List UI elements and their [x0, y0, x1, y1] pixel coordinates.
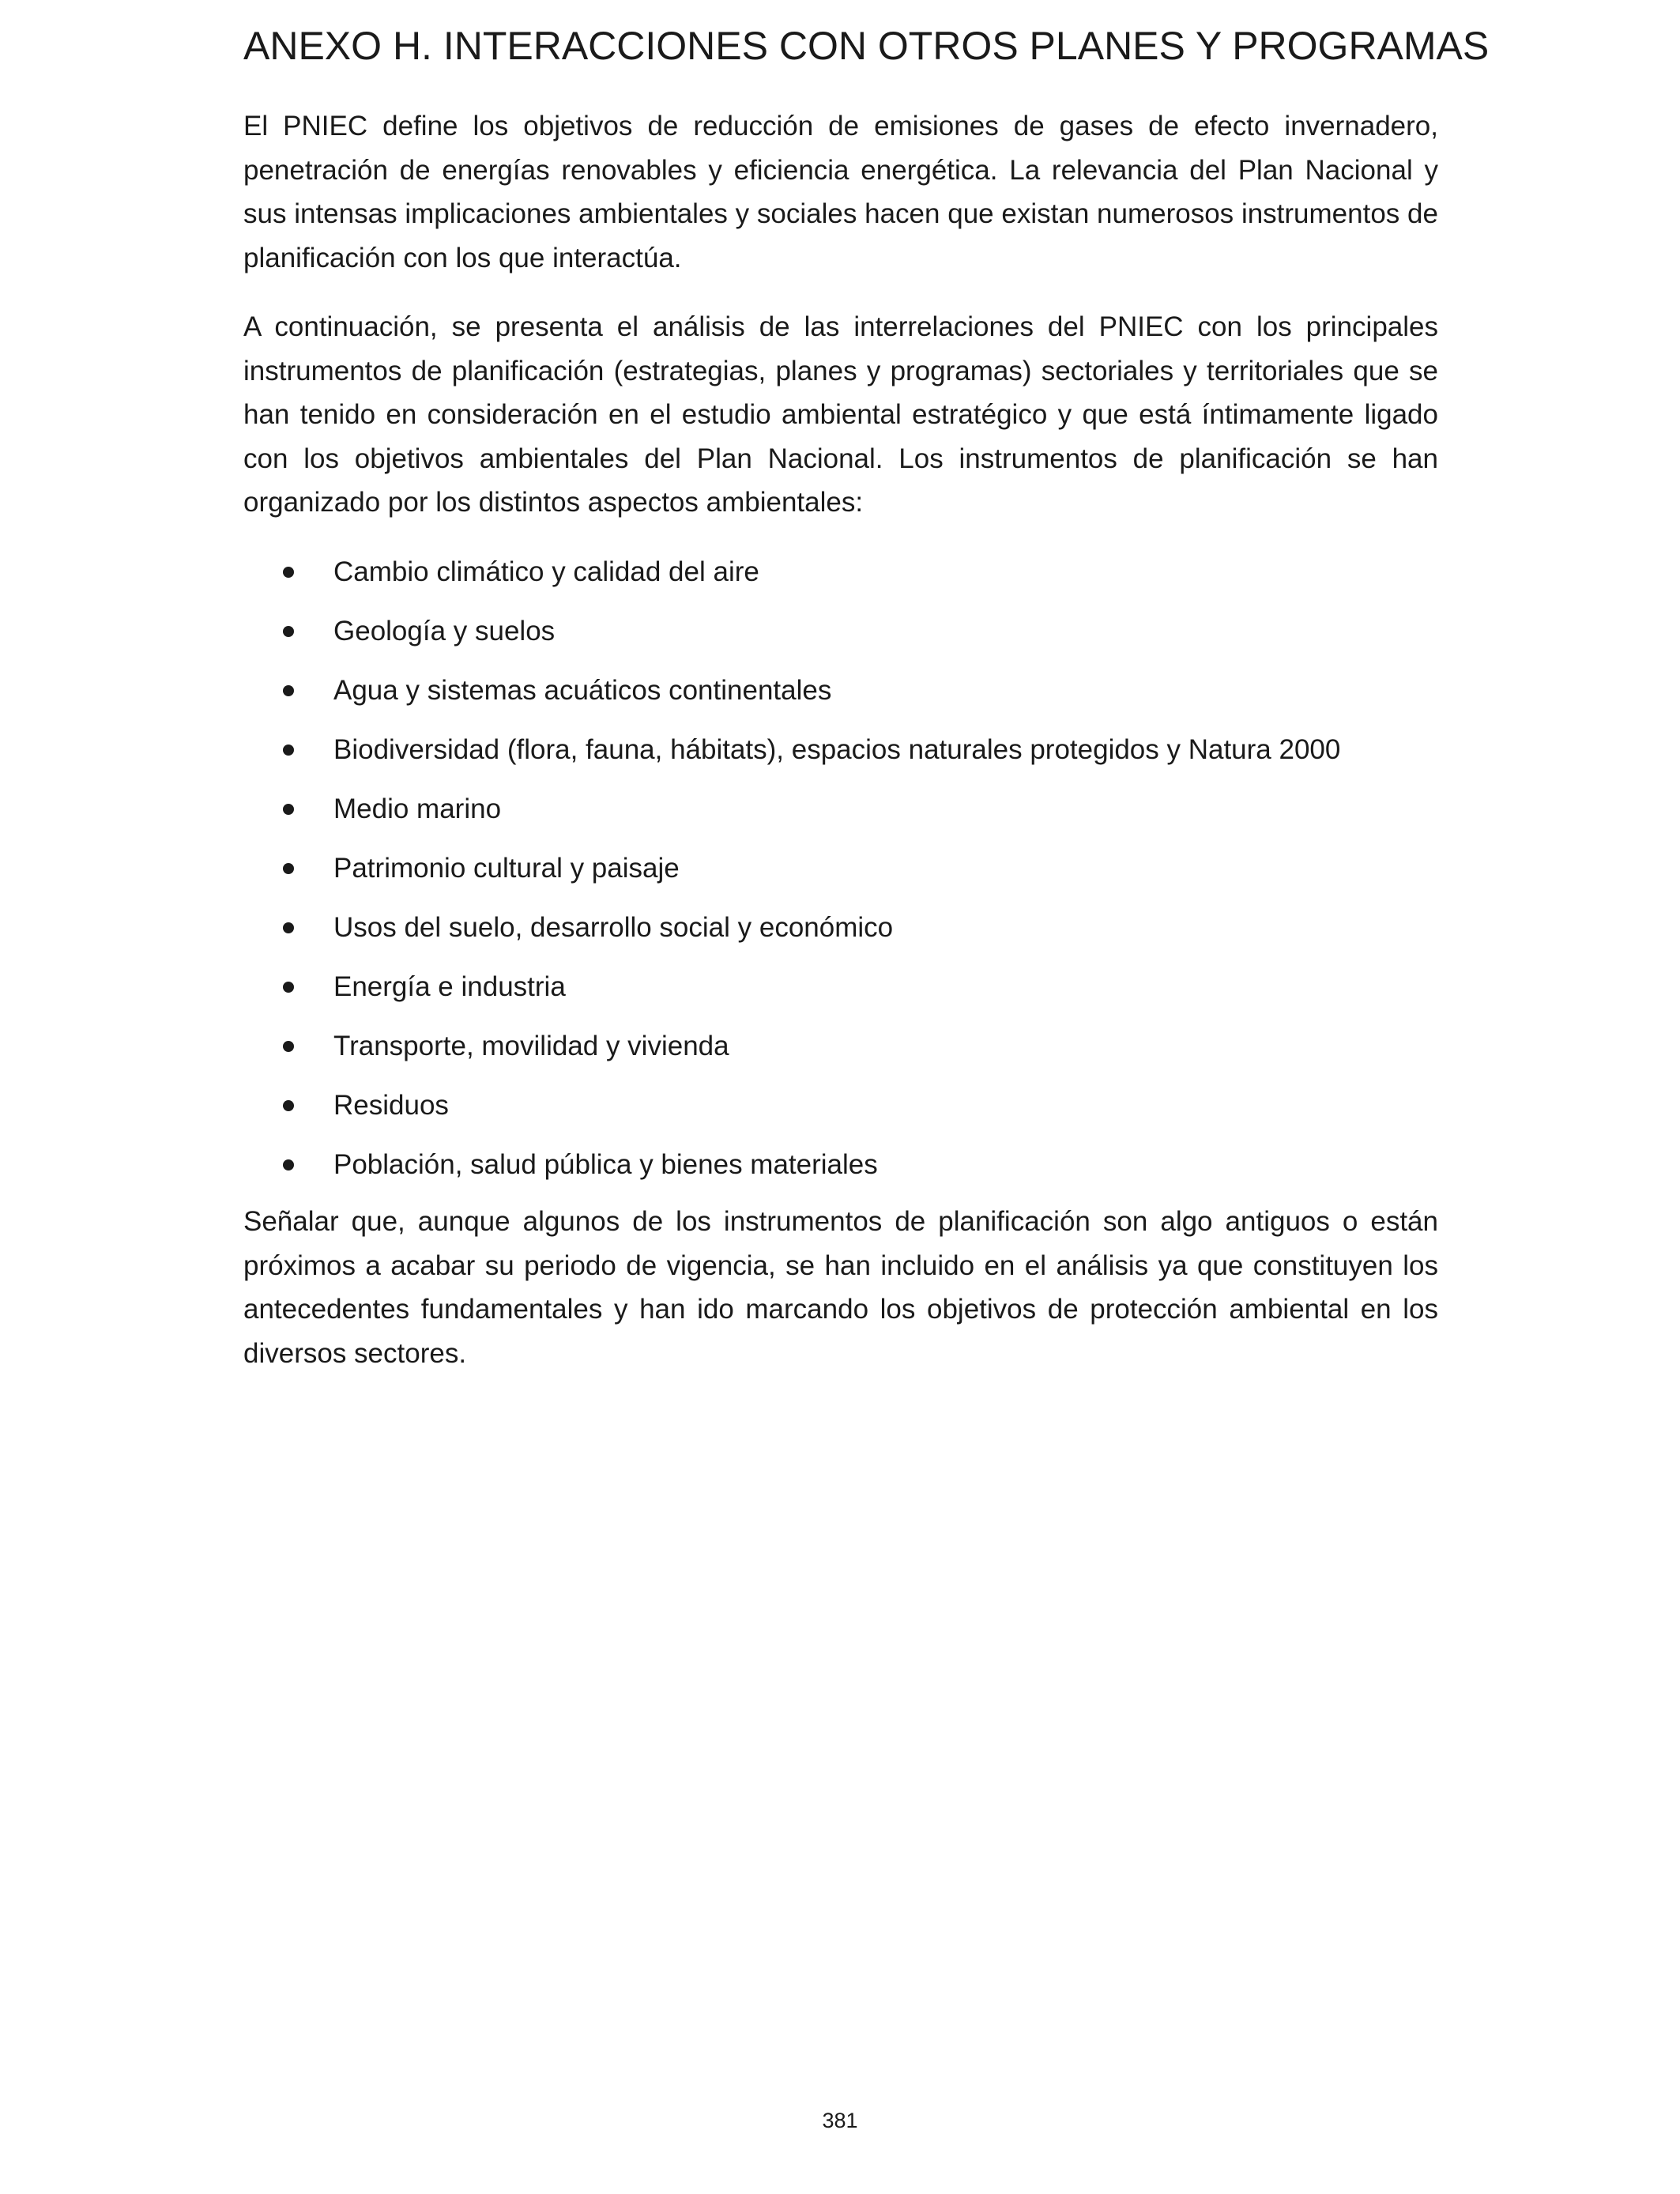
bullet-icon: [283, 745, 294, 756]
list-item: [243, 550, 1438, 609]
bullet-icon: [283, 1100, 294, 1111]
paragraph-analysis: A continuación, se presenta el análisis de las interrelaciones del PNIEC con los principales instrumentos de planificación (estrategias, planes y programas) sectoriales y territoriales que se han tenido en consideración en el estudio ambiental estratégico y que está íntimamente ligado con los objetivos ambientales del Plan Nacional. Los instrumentos de planificación se han organizado por los distintos aspectos ambientales:: [243, 311, 1438, 518]
list-item: [243, 1143, 1438, 1202]
list-item: [243, 965, 1438, 1024]
list-item: [243, 906, 1438, 965]
environmental-aspects-list: [243, 550, 1438, 1202]
bullet-icon: [283, 863, 294, 874]
list-item-text: Geología y suelos: [333, 616, 556, 647]
bullet-icon: [283, 804, 294, 815]
list-item: [243, 669, 1438, 728]
bullet-icon: [283, 922, 294, 933]
bullet-icon: [283, 567, 294, 578]
list-item-text: Cambio climático y calidad del aire: [333, 556, 759, 587]
bullet-icon: [283, 626, 294, 637]
bullet-icon: [283, 1159, 294, 1171]
list-item: [243, 1084, 1438, 1143]
list-item: [243, 846, 1438, 906]
list-item-text: Energía e industria: [333, 971, 566, 1002]
list-item-text: Biodiversidad (flora, fauna, hábitats), espacios naturales protegidos y Natura 2000: [333, 734, 1341, 765]
bullet-icon: [283, 1041, 294, 1052]
list-item: [243, 787, 1438, 846]
list-item-text: Medio marino: [333, 794, 502, 824]
page-title: ANEXO H. INTERACCIONES CON OTROS PLANES Y PROGRAMAS: [243, 24, 1490, 68]
list-item-text: Población, salud pública y bienes materiales: [333, 1149, 878, 1180]
list-item: [243, 728, 1438, 787]
paragraph-intro: El PNIEC define los objetivos de reducción de emisiones de gases de efecto invernadero, penetración de energías renovables y eficiencia energética. La relevancia del Plan Nacional y sus intensas implicaciones ambientales y sociales hacen que existan numerosos instrumentos de planificación con los que interactúa.: [243, 111, 1438, 273]
list-item-text: Residuos: [333, 1090, 449, 1121]
list-item: [243, 1024, 1438, 1084]
list-item-text: Agua y sistemas acuáticos continentales: [333, 675, 832, 706]
list-item-text: Transporte, movilidad y vivienda: [333, 1031, 729, 1061]
page-number: 381: [822, 2109, 858, 2132]
bullet-icon: [283, 982, 294, 993]
bullet-icon: [283, 685, 294, 696]
list-item-text: Usos del suelo, desarrollo social y económico: [333, 912, 894, 943]
list-item: [243, 609, 1438, 669]
list-item-text: Patrimonio cultural y paisaje: [333, 853, 680, 884]
paragraph-closing: Señalar que, aunque algunos de los instrumentos de planificación son algo antiguos o están próximos a acabar su periodo de vigencia, se han incluido en el análisis ya que constituyen los antecedentes fundamentales y han ido marcando los objetivos de protección ambiental en los diversos sectores.: [243, 1206, 1438, 1369]
